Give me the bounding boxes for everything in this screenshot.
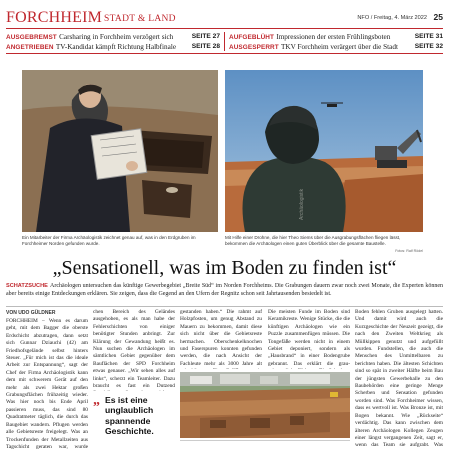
article-column-2 [93,309,175,391]
teaser-text: TV-Kandidat kämpft Richtung Halbfinale [55,43,177,51]
article-column-3 [180,309,262,369]
column-text: Boden fehlen Gruben ausgelegt hatten. Und damit wird auch die Kurzgeschichte der Neuzeit gezeigt, die nach den Zweiten Weltkrieg als Müllkippen genutzt und aufgefüllt wurden. Fundstellen, die auch die Menschen des Unmittelbaren zu berichten haben. Die ältesten Schichten sind so spät in zweiter Hälfte beim Bau der jüngsten Gewerbehalle zu den Baubehörden eine geringe Menge Scherben und Sensation gefunden worden sind. Was Forchheimer wissen, dass es wertvoll ist. Was Bronze ist, mit Bogen bekannt. Wie „Rückseite“ verdächtig. Das kann zwischen dem älteren Archäologen Kollegen Zeugen einer längst vergangenen Zeit, sagt er, wenn das Team sie aufgrabt. Was [355,309,443,449]
photo-drone [225,70,423,232]
article-column-4 [268,309,350,369]
left-photo-caption: Ein Mitarbeiter der Firma Archäologistik zeichnet genau auf, was in den Erdgruben im Forchheimer Norden gefunden wurde. [22,235,196,246]
article-headline: „Sensationell, was im Boden zu finden ist“ [52,257,397,279]
teaser-page: SEITE 32 [414,43,443,50]
teaser-item[interactable] [6,42,220,51]
page-number: 25 [433,12,443,22]
article-column-1 [6,318,88,449]
watermark-text: Archäologistik [299,188,305,220]
section-title: FORCHHEIM [6,9,103,26]
teaser-text: Carsharing in Forchheim verzögert sich [59,33,174,41]
column-text: FORCHHEIM – Wenn es darum geht, mit dem Bagger die oberste Erdschicht abzutragen, dann setzt sich Gunnar Dziauchi (42) am Friedhofsgelände selbst hinters Steuer. „Für mich ist das die ideale Arbeit zur Entspannung“, sagt der Chef der Firma Archäologistik kann dem mit schwerem Gerät auf den mehr als zwei Hektar großen Grabungsflächen frühzeitig wieder. Was hier noch bis Ende April passieren muss, das sind 80 Quadratmeter täglich, die durch das Baugebiet wandern. Pflugen werden alle Gebietsreste freigelegt. Was an Trockenfunden der Metallzeiten aus Tagschicht geraten war, wurde [6,318,88,449]
drone-illustration [225,70,423,232]
aerial-caption-rule [180,440,350,441]
section-header [6,8,443,28]
photo-credit: Fotos: Ralf Rödel [395,249,423,253]
photo-aerial-site [180,372,350,438]
section-subtitle: STADT & LAND [104,14,176,24]
teaser-page: SEITE 31 [414,33,443,40]
article-column-5 [355,309,443,449]
teaser-item[interactable] [229,32,443,41]
teaser-keyword: AUSGEBREMST [6,34,57,41]
teaser-keyword: AUFGEBLÜHT [229,34,275,41]
column-text: chen Bereich des Geländes ausgehoben, es als man habe der Fehlerschichten von einiger benötigter Stunden anbringt. Zur Klärung der Gewandung heißt es. Nun suchen die Archäologen im sämtlichen Gebiet gegenüber dem Bauflächen der SPD Forchheim etwas genauer. „Wir sehen alles auf links“, scherzt ein Teamleiter. Dazu braucht es fast ein Dutzend [93,309,175,390]
article-lead [6,282,443,304]
byline: VON UDO GÜLDNER [6,310,56,316]
photo-archaeologist [22,70,218,232]
lead-keyword: SCHATZSUCHE [6,283,48,289]
aerial-illustration [180,372,350,438]
teaser-page: SEITE 27 [191,33,220,40]
pull-quote [93,394,175,449]
pull-quote-text: Es ist eine unglaublich spannende Geschichte. [105,395,154,437]
header-rule [6,28,443,29]
teaser-page: SEITE 28 [191,43,220,50]
column-text: gestanden haben.“ Die rahmt auf Holzpfosten, um genug Abstand zu Mauern zu bekommen, damit diese sich nicht über die Gebietsreste hermachen. Oberschenkelknochen und Faserspuren konnten gefunden werden, die nach Ansicht der Fachleute mehr als 3000 Jahre alt [180,309,262,367]
teaser-text: TKV Forchheim verärgert über die Stadt [281,43,398,51]
teaser-keyword: ANGETRIEBEN [6,44,54,51]
teaser-keyword: AUSGESPERRT [229,44,279,51]
teaser-text: Impressionen der ersten Frühlingsboten [276,33,391,41]
lead-rule [6,306,443,307]
quote-mark-icon: „ [93,393,100,408]
teaser-item[interactable] [6,32,220,41]
teaser-rule [6,53,443,54]
teaser-divider [224,32,225,51]
edition-info: NFO / Freitag, 4. März 2022 [357,15,427,21]
column-text: Die meisten Funde im Boden sind Keramikreste. Wenige Stücke, die die künftigen Archäologen wie ein Puzzle zusammenfügen müssen. Die Tongefäße werden nicht in einem Gebiet deponiert, sondern als „Hausbrand“ in einer Bodengrube gebrannt. Das erklärt die grau- [268,309,350,367]
right-photo-caption: Mit Hilfe einer Drohne, die hier Theo Siems über die Ausgrabungsflächen fliegen lässt, bekommen die Archäologen einen guten Überblick über die gesamte Baustelle. [225,235,401,246]
archaeologist-illustration [22,70,218,232]
lead-text: Archäologen untersuchen das künftige Gewerbegebiet „Breite Süd“ im Norden Forchheims. Die Grabungen dauern zwar noch zwei Monate, die Experten können aber bereits einige Entdeckungen erklären. Sie zeigen, dass die Gegend an den Ufern der Regnitz schon seit Jahrtausenden besiedelt ist. [6,283,443,298]
teaser-item[interactable] [229,42,443,51]
